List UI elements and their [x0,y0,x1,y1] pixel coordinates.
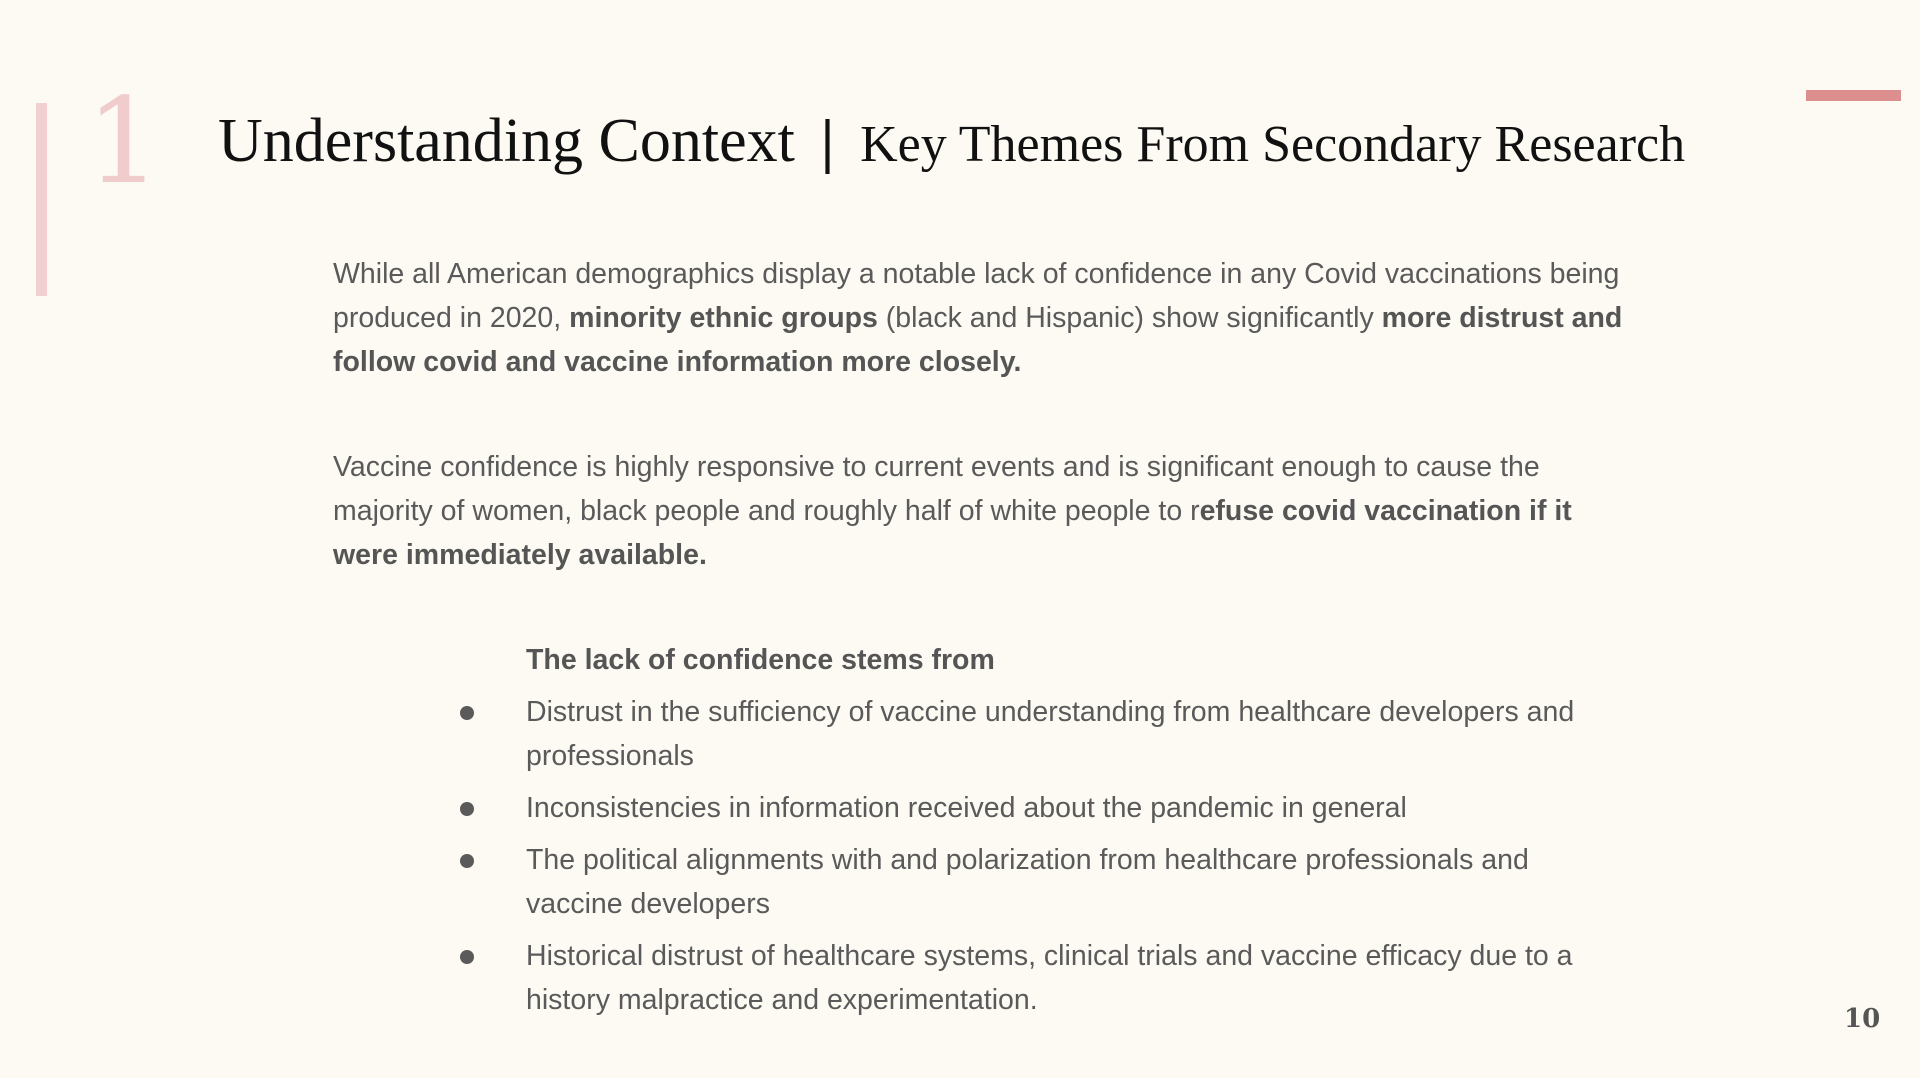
list-item [526,786,1626,830]
paragraph-text: (black and Hispanic) show significantly [877,302,1382,334]
list-item [526,934,1626,1022]
title-separator: | [820,108,835,174]
list-item [526,690,1626,778]
title-main: Understanding Context [218,107,795,175]
paragraph-text: Vaccine confidence is highly responsive to current events and is significant enough to cause the majority of women, black people and roughly half of white people to r [333,451,1540,527]
list-item-text: Distrust in the sufficiency of vaccine understanding from healthcare developers and professionals [526,696,1575,772]
paragraph-bold-text: more distrust and follow covid and vaccine information more closely. [333,302,1623,378]
paragraph-bold-text: efuse covid vaccination if it were immediately available. [333,495,1572,571]
slide-title [218,107,1686,175]
list-item-text: Inconsistencies in information received about the pandemic in general [526,792,1407,824]
bullet-icon [460,854,474,868]
paragraph-bold-text: minority ethnic groups [569,302,878,334]
left-accent-bar [36,103,47,296]
paragraph-text: While all American demographics display a notable lack of confidence in any Covid vaccinations being produced in 2020, [333,258,1620,334]
paragraph-vaccine-confidence [333,445,1633,577]
list-item-text: The political alignments with and polarization from healthcare professionals and vaccine developers [526,844,1529,920]
top-right-accent-bar [1806,90,1901,101]
bullet-icon [460,802,474,816]
section-number: 1 [86,72,162,210]
bullet-icon [460,706,474,720]
page-number: 10 [1844,1004,1881,1034]
list-heading: The lack of confidence stems from [526,644,995,676]
bullet-list [526,690,1626,1030]
bullet-icon [460,950,474,964]
paragraph-demographics [333,252,1633,384]
list-item [526,838,1626,926]
title-subtitle: Key Themes From Secondary Research [860,116,1686,173]
list-item-text: Historical distrust of healthcare systems, clinical trials and vaccine efficacy due to a history malpractice and experimentation. [526,940,1573,1016]
